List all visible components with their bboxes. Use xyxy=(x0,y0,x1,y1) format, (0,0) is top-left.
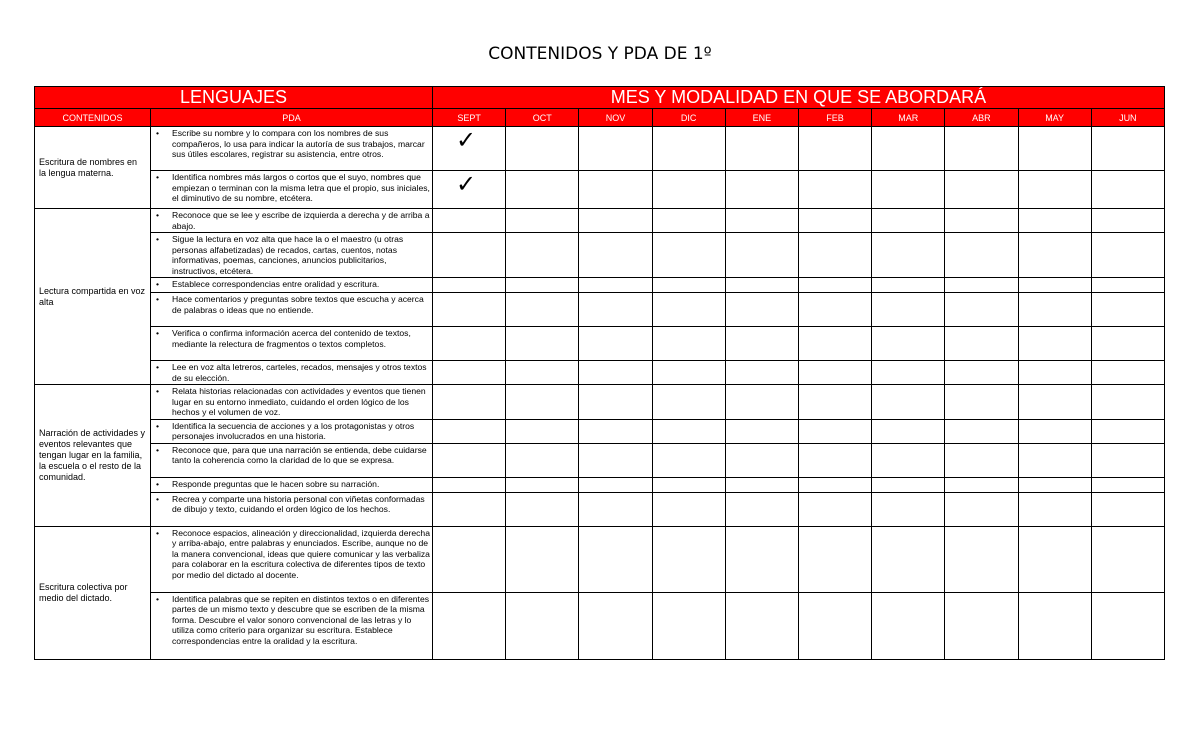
header-row-main xyxy=(35,87,1165,109)
month-cell-jun[interactable] xyxy=(1091,592,1164,659)
month-cell-feb[interactable] xyxy=(798,209,871,233)
month-cell-abr[interactable] xyxy=(945,293,1018,327)
month-cell-oct[interactable] xyxy=(506,526,579,592)
bullet-icon: • xyxy=(156,128,160,138)
month-cell-oct[interactable] xyxy=(506,278,579,293)
table-row xyxy=(35,127,1165,171)
month-cell-feb[interactable] xyxy=(798,233,871,278)
month-cell-oct[interactable] xyxy=(506,327,579,361)
month-cell-mar[interactable] xyxy=(872,385,945,420)
month-cell-abr[interactable] xyxy=(945,419,1018,443)
contenido-cell: Lectura compartida en voz alta xyxy=(35,209,151,385)
contenido-cell: Escritura de nombres en la lengua materna. xyxy=(35,127,151,209)
month-cell-abr[interactable] xyxy=(945,443,1018,477)
month-header-dic: DIC xyxy=(652,109,725,127)
contenido-cell: Narración de actividades y eventos relevantes que tengan lugar en la familia, la escuela o el resto de la comunidad. xyxy=(35,385,151,527)
month-cell-feb[interactable] xyxy=(798,592,871,659)
pda-text: Hace comentarios y preguntas sobre textos que escucha y acerca de palabras o ideas que no entiende. xyxy=(172,294,424,315)
month-cell-oct[interactable] xyxy=(506,443,579,477)
month-cell-abr[interactable] xyxy=(945,209,1018,233)
month-cell-oct[interactable] xyxy=(506,293,579,327)
month-cell-jun[interactable] xyxy=(1091,385,1164,420)
month-cell-feb[interactable] xyxy=(798,477,871,492)
month-cell-feb[interactable] xyxy=(798,443,871,477)
bullet-icon: • xyxy=(156,362,160,372)
table-row xyxy=(35,233,1165,278)
table-row xyxy=(35,327,1165,361)
month-cell-sept[interactable] xyxy=(433,127,506,171)
month-cell-oct[interactable] xyxy=(506,592,579,659)
month-cell-mar[interactable] xyxy=(872,443,945,477)
month-cell-feb[interactable] xyxy=(798,171,871,209)
contents-table xyxy=(34,86,1165,660)
month-cell-jun[interactable] xyxy=(1091,492,1164,526)
month-cell-sept[interactable] xyxy=(433,477,506,492)
month-cell-may[interactable] xyxy=(1018,127,1091,171)
table-row xyxy=(35,492,1165,526)
month-cell-feb[interactable] xyxy=(798,385,871,420)
month-cell-sept[interactable] xyxy=(433,526,506,592)
table-row xyxy=(35,385,1165,420)
month-cell-dic[interactable] xyxy=(652,361,725,385)
month-cell-oct[interactable] xyxy=(506,127,579,171)
month-cell-sept[interactable] xyxy=(433,233,506,278)
month-cell-nov[interactable] xyxy=(579,443,652,477)
month-cell-mar[interactable] xyxy=(872,327,945,361)
month-cell-nov[interactable] xyxy=(579,492,652,526)
month-cell-jun[interactable] xyxy=(1091,526,1164,592)
table-row xyxy=(35,526,1165,592)
month-cell-mar[interactable] xyxy=(872,361,945,385)
month-cell-jun[interactable] xyxy=(1091,361,1164,385)
month-cell-may[interactable] xyxy=(1018,526,1091,592)
month-cell-mar[interactable] xyxy=(872,492,945,526)
month-cell-dic[interactable] xyxy=(652,278,725,293)
pda-cell xyxy=(151,233,433,278)
month-cell-nov[interactable] xyxy=(579,361,652,385)
month-cell-jun[interactable] xyxy=(1091,443,1164,477)
pda-cell xyxy=(151,278,433,293)
table-body xyxy=(35,127,1165,660)
month-cell-jun[interactable] xyxy=(1091,233,1164,278)
month-cell-jun[interactable] xyxy=(1091,127,1164,171)
month-cell-mar[interactable] xyxy=(872,477,945,492)
month-cell-abr[interactable] xyxy=(945,385,1018,420)
month-cell-oct[interactable] xyxy=(506,419,579,443)
month-cell-jun[interactable] xyxy=(1091,327,1164,361)
month-cell-mar[interactable] xyxy=(872,233,945,278)
bullet-icon: • xyxy=(156,328,160,338)
bullet-icon: • xyxy=(156,493,160,504)
month-cell-dic[interactable] xyxy=(652,293,725,327)
month-cell-oct[interactable] xyxy=(506,385,579,420)
month-cell-may[interactable] xyxy=(1018,385,1091,420)
pda-text: Identifica nombres más largos o cortos que el suyo, nombres que empiezan o terminan con la misma letra que el propio, sus iniciales, el diminutivo de su nombre, etcétera. xyxy=(172,172,430,203)
month-cell-dic[interactable] xyxy=(652,526,725,592)
month-header-ene: ENE xyxy=(725,109,798,127)
month-cell-nov[interactable] xyxy=(579,477,652,492)
month-header-mar: MAR xyxy=(872,109,945,127)
month-cell-sept[interactable] xyxy=(433,592,506,659)
month-cell-ene[interactable] xyxy=(725,327,798,361)
pda-cell xyxy=(151,127,433,171)
month-modality-header: MES Y MODALIDAD EN QUE SE ABORDARÁ xyxy=(433,87,1165,109)
table-row xyxy=(35,171,1165,209)
month-cell-dic[interactable] xyxy=(652,492,725,526)
table-row xyxy=(35,293,1165,327)
month-cell-may[interactable] xyxy=(1018,171,1091,209)
checkmark-icon: ✓ xyxy=(456,126,477,154)
month-cell-may[interactable] xyxy=(1018,361,1091,385)
table-row xyxy=(35,361,1165,385)
month-cell-mar[interactable] xyxy=(872,209,945,233)
month-cell-sept[interactable] xyxy=(433,293,506,327)
month-cell-dic[interactable] xyxy=(652,327,725,361)
header-row-columns xyxy=(35,109,1165,127)
month-cell-abr[interactable] xyxy=(945,592,1018,659)
pda-text: Identifica palabras que se repiten en distintos textos o en diferentes partes de un mismo texto y descubre que se escriben de la misma forma. Descubre el valor sonoro convencional de las letras y lo utiliza como criterio para organizar su escritura. Establece correspondencias entre la oralidad y la escritura. xyxy=(172,593,430,646)
pda-cell xyxy=(151,385,433,420)
month-cell-dic[interactable] xyxy=(652,127,725,171)
month-header-feb: FEB xyxy=(798,109,871,127)
month-cell-mar[interactable] xyxy=(872,592,945,659)
month-cell-sept[interactable] xyxy=(433,443,506,477)
pda-cell xyxy=(151,477,433,492)
table-row xyxy=(35,592,1165,659)
month-cell-abr[interactable] xyxy=(945,278,1018,293)
month-cell-may[interactable] xyxy=(1018,233,1091,278)
month-cell-abr[interactable] xyxy=(945,477,1018,492)
month-cell-may[interactable] xyxy=(1018,293,1091,327)
page-title: CONTENIDOS Y PDA DE 1º xyxy=(488,44,712,64)
month-cell-oct[interactable] xyxy=(506,209,579,233)
month-header-sept: SEPT xyxy=(433,109,506,127)
month-cell-feb[interactable] xyxy=(798,127,871,171)
month-cell-ene[interactable] xyxy=(725,361,798,385)
month-cell-dic[interactable] xyxy=(652,443,725,477)
pda-cell xyxy=(151,592,433,659)
month-cell-jun[interactable] xyxy=(1091,477,1164,492)
month-cell-ene[interactable] xyxy=(725,492,798,526)
month-cell-mar[interactable] xyxy=(872,419,945,443)
month-cell-sept[interactable] xyxy=(433,385,506,420)
month-cell-nov[interactable] xyxy=(579,127,652,171)
checkmark-icon: ✓ xyxy=(456,170,477,198)
pda-cell xyxy=(151,361,433,385)
bullet-icon: • xyxy=(156,386,160,396)
month-cell-mar[interactable] xyxy=(872,278,945,293)
month-header-oct: OCT xyxy=(506,109,579,127)
pda-text: Recrea y comparte una historia personal con viñetas conformadas de dibujo y texto, cuidando el orden lógico de los hechos. xyxy=(172,493,425,514)
table-row xyxy=(35,278,1165,293)
month-cell-jun[interactable] xyxy=(1091,171,1164,209)
month-cell-nov[interactable] xyxy=(579,233,652,278)
pda-cell xyxy=(151,209,433,233)
month-cell-dic[interactable] xyxy=(652,385,725,420)
month-cell-feb[interactable] xyxy=(798,327,871,361)
month-cell-abr[interactable] xyxy=(945,526,1018,592)
month-cell-jun[interactable] xyxy=(1091,419,1164,443)
month-cell-may[interactable] xyxy=(1018,592,1091,659)
month-cell-oct[interactable] xyxy=(506,492,579,526)
pda-text: Reconoce que, para que una narración se entienda, debe cuidarse tanto la coherencia como la claridad de lo que se expresa. xyxy=(172,444,427,465)
month-cell-sept[interactable] xyxy=(433,171,506,209)
month-cell-jun[interactable] xyxy=(1091,293,1164,327)
month-cell-nov[interactable] xyxy=(579,209,652,233)
month-cell-nov[interactable] xyxy=(579,419,652,443)
month-cell-ene[interactable] xyxy=(725,385,798,420)
bullet-icon: • xyxy=(156,444,160,455)
bullet-icon: • xyxy=(156,172,160,182)
month-cell-abr[interactable] xyxy=(945,492,1018,526)
table-row xyxy=(35,419,1165,443)
month-cell-ene[interactable] xyxy=(725,293,798,327)
pda-text: Lee en voz alta letreros, carteles, recados, mensajes y otros textos de su elección. xyxy=(172,362,427,383)
month-cell-dic[interactable] xyxy=(652,477,725,492)
bullet-icon: • xyxy=(156,527,160,538)
month-cell-ene[interactable] xyxy=(725,171,798,209)
month-cell-abr[interactable] xyxy=(945,361,1018,385)
pda-cell xyxy=(151,443,433,477)
month-cell-sept[interactable] xyxy=(433,419,506,443)
month-cell-sept[interactable] xyxy=(433,209,506,233)
bullet-icon: • xyxy=(156,234,160,244)
month-cell-may[interactable] xyxy=(1018,492,1091,526)
month-cell-abr[interactable] xyxy=(945,233,1018,278)
pda-cell xyxy=(151,419,433,443)
month-cell-ene[interactable] xyxy=(725,477,798,492)
month-cell-ene[interactable] xyxy=(725,443,798,477)
month-cell-may[interactable] xyxy=(1018,443,1091,477)
month-header-nov: NOV xyxy=(579,109,652,127)
month-cell-mar[interactable] xyxy=(872,127,945,171)
month-cell-sept[interactable] xyxy=(433,278,506,293)
month-cell-feb[interactable] xyxy=(798,492,871,526)
month-cell-sept[interactable] xyxy=(433,492,506,526)
bullet-icon: • xyxy=(156,294,160,304)
pda-cell xyxy=(151,171,433,209)
month-cell-ene[interactable] xyxy=(725,526,798,592)
month-cell-nov[interactable] xyxy=(579,278,652,293)
month-cell-oct[interactable] xyxy=(506,361,579,385)
month-cell-oct[interactable] xyxy=(506,171,579,209)
pda-text: Responde preguntas que le hacen sobre su narración. xyxy=(172,478,380,489)
bullet-icon: • xyxy=(156,210,160,220)
pda-cell xyxy=(151,293,433,327)
month-cell-feb[interactable] xyxy=(798,526,871,592)
month-cell-mar[interactable] xyxy=(872,526,945,592)
month-cell-mar[interactable] xyxy=(872,293,945,327)
month-cell-dic[interactable] xyxy=(652,419,725,443)
bullet-icon: • xyxy=(156,593,160,604)
pda-column-header: PDA xyxy=(151,109,433,127)
month-cell-dic[interactable] xyxy=(652,171,725,209)
pda-text: Reconoce espacios, alineación y direccionalidad, izquierda derecha y arriba-abajo, entre palabras y enunciados. Escribe, aunque no de la manera convencional, ideas que quiere comunicar y las verbaliza para colaborar en la escritura colectiva de diferentes tipos de texto por medio del dictado al docente. xyxy=(172,527,430,580)
month-header-abr: ABR xyxy=(945,109,1018,127)
month-cell-may[interactable] xyxy=(1018,327,1091,361)
month-cell-jun[interactable] xyxy=(1091,209,1164,233)
pda-text: Escribe su nombre y lo compara con los nombres de sus compañeros, lo usa para indicar la autoría de sus trabajos, marcar sus útiles escolares, registrar su asistencia, entre otros. xyxy=(172,128,425,159)
month-cell-sept[interactable] xyxy=(433,361,506,385)
contenidos-column-header: CONTENIDOS xyxy=(35,109,151,127)
month-cell-ene[interactable] xyxy=(725,278,798,293)
contenido-cell: Escritura colectiva por medio del dictado. xyxy=(35,526,151,659)
month-cell-abr[interactable] xyxy=(945,327,1018,361)
month-cell-dic[interactable] xyxy=(652,209,725,233)
month-cell-jun[interactable] xyxy=(1091,278,1164,293)
month-cell-feb[interactable] xyxy=(798,278,871,293)
month-cell-nov[interactable] xyxy=(579,327,652,361)
month-cell-ene[interactable] xyxy=(725,127,798,171)
month-cell-ene[interactable] xyxy=(725,419,798,443)
month-header-may: MAY xyxy=(1018,109,1091,127)
month-cell-abr[interactable] xyxy=(945,127,1018,171)
month-cell-abr[interactable] xyxy=(945,171,1018,209)
month-header-jun: JUN xyxy=(1091,109,1164,127)
month-cell-ene[interactable] xyxy=(725,592,798,659)
pda-cell xyxy=(151,492,433,526)
month-cell-may[interactable] xyxy=(1018,419,1091,443)
month-cell-nov[interactable] xyxy=(579,592,652,659)
month-cell-oct[interactable] xyxy=(506,233,579,278)
bullet-icon: • xyxy=(156,279,160,289)
bullet-icon: • xyxy=(156,420,160,431)
pda-text: Reconoce que se lee y escribe de izquierda a derecha y de arriba a abajo. xyxy=(172,210,430,231)
month-cell-ene[interactable] xyxy=(725,233,798,278)
pda-text: Relata historias relacionadas con actividades y eventos que tienen lugar en su entorno inmediato, cuidando el orden lógico de los hechos y el volumen de voz. xyxy=(172,386,426,417)
bullet-icon: • xyxy=(156,478,160,489)
pda-text: Establece correspondencias entre oralidad y escritura. xyxy=(172,279,380,289)
month-cell-nov[interactable] xyxy=(579,293,652,327)
lenguajes-header: LENGUAJES xyxy=(35,87,433,109)
month-cell-nov[interactable] xyxy=(579,385,652,420)
table-row xyxy=(35,477,1165,492)
month-cell-may[interactable] xyxy=(1018,477,1091,492)
month-cell-dic[interactable] xyxy=(652,592,725,659)
table-row xyxy=(35,209,1165,233)
month-cell-sept[interactable] xyxy=(433,327,506,361)
pda-cell xyxy=(151,526,433,592)
month-cell-may[interactable] xyxy=(1018,209,1091,233)
month-cell-nov[interactable] xyxy=(579,526,652,592)
month-cell-feb[interactable] xyxy=(798,293,871,327)
month-cell-oct[interactable] xyxy=(506,477,579,492)
pda-text: Identifica la secuencia de acciones y a los protagonistas y otros personajes involucrados en una historia. xyxy=(172,420,415,441)
month-cell-mar[interactable] xyxy=(872,171,945,209)
month-cell-may[interactable] xyxy=(1018,278,1091,293)
month-cell-ene[interactable] xyxy=(725,209,798,233)
month-cell-nov[interactable] xyxy=(579,171,652,209)
month-cell-feb[interactable] xyxy=(798,419,871,443)
month-cell-feb[interactable] xyxy=(798,361,871,385)
pda-text: Verifica o confirma información acerca del contenido de textos, mediante la relectura de fragmentos o textos completos. xyxy=(172,328,411,349)
pda-cell xyxy=(151,327,433,361)
pda-text: Sigue la lectura en voz alta que hace la o el maestro (u otras personas alfabetizadas) de recados, cartas, cuentos, notas informativas, poemas, canciones, anuncios publicitarios, instructivos, etcétera. xyxy=(172,234,404,276)
table-row xyxy=(35,443,1165,477)
month-cell-dic[interactable] xyxy=(652,233,725,278)
